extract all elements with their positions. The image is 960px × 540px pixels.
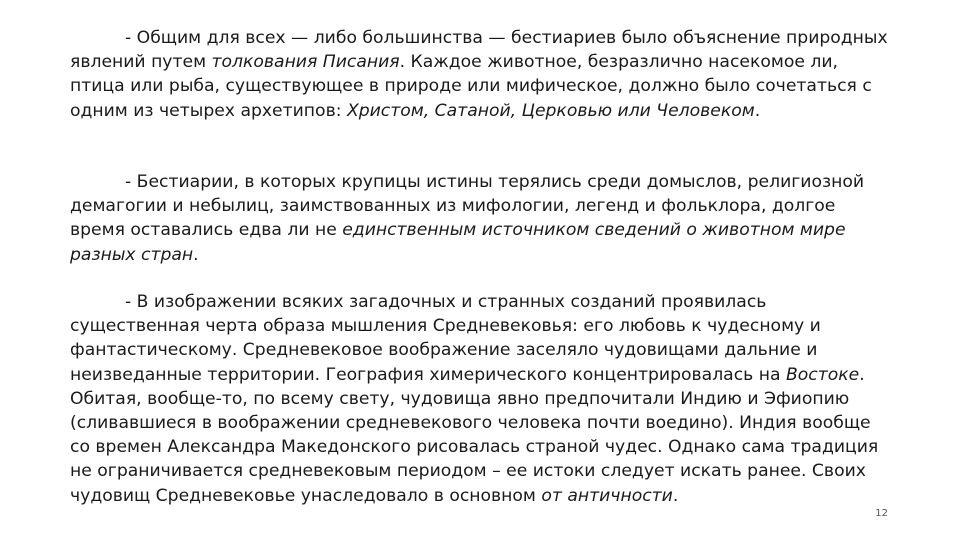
paragraph-medieval-creatures (70, 290, 890, 508)
p1-seg-1: толкования Писания (211, 52, 400, 73)
paragraph-bestiary-sources (70, 170, 890, 267)
paragraph-bestiary-explanation (70, 26, 890, 123)
p3-seg-3: от античности (541, 485, 673, 506)
p2-seg-0: - Бестиарии, в которых крупицы истины терялись среди домыслов, религиозной демагогии и небылиц, заимствованных из мифологии, легенд и фольклора, долгое время оставались едва ли не (70, 172, 865, 241)
p3-seg-4: . (672, 485, 679, 506)
p3-seg-1: Востоке (785, 364, 860, 385)
p1-seg-0: - Общим для всех — либо большинства — бестиариев было объяснение природных явлений путем (70, 28, 888, 73)
page-number: 12 (875, 508, 888, 519)
p2-seg-1: единственным источником сведений о животном мире разных стран (70, 220, 846, 265)
p1-seg-2: . Каждое животное, безразлично насекомое ли, птица или рыба, существующее в природе или мифическое, должно было сочетаться с одним из четырех архетипов: (70, 52, 872, 121)
p1-seg-4: . (754, 100, 761, 121)
p3-seg-2: . Обитая, вообще-то, по всему свету, чудовища явно предпочитали Индию и Эфиопию (сливавшиеся в воображении средневекового человека почти воедино). Индия вообще со времен Александра Македонского рисовалась страной чудес. Однако сама традиция не ограничивается средневековым периодом – ее истоки следует искать ранее. Своих чудовищ Средневековье унаследовало в основном (70, 364, 879, 506)
p1-seg-3: Христом, Сатаной, Церковью или Человеком (346, 100, 755, 121)
p3-seg-0: - В изображении всяких загадочных и странных созданий проявилась существенная черта образа мышления Средневековья: его любовь к чудесному и фантастическому. Средневековое воображение заселяло чудовищами дальние и неизведанные территории. География химерического концентрировалась на (70, 292, 821, 385)
p2-seg-2: . (193, 244, 199, 265)
